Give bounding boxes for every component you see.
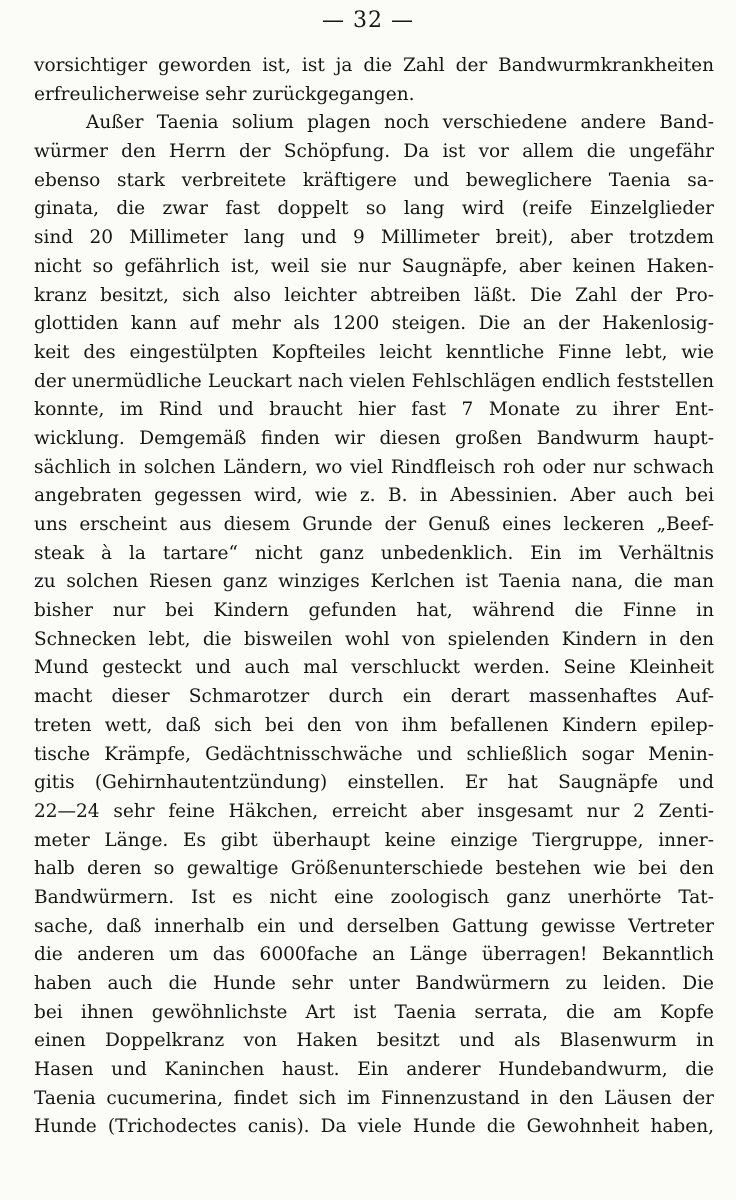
body-text xyxy=(34,52,714,1142)
text-line: bisher nur bei Kindern gefunden hat, während die Finne in xyxy=(34,600,714,622)
text-line: Bandwürmern. Ist es nicht eine zoologisch ganz unerhörte Tat- xyxy=(34,886,714,908)
text-line: der unermüdliche Leuckart nach vielen Fehlschlägen endlich feststellen xyxy=(34,370,714,392)
text-line: vorsichtiger geworden ist, ist ja die Zahl der Bandwurmkrankheiten xyxy=(34,55,714,76)
text-line: Mund gesteckt und auch mal verschluckt werden. Seine Kleinheit xyxy=(34,657,714,679)
text-line: sind 20 Millimeter lang und 9 Millimeter breit), aber trotzdem xyxy=(34,227,714,249)
page-number: — 32 — xyxy=(322,8,414,33)
text-line: ebenso stark verbreitete kräftigere und beweglichere Taenia sa- xyxy=(34,169,714,191)
text-line: Hunde (Trichodectes canis). Da viele Hunde die Gewohnheit haben, xyxy=(34,1116,714,1138)
text-line: ginata, die zwar fast doppelt so lang wird (reife Einzelglieder xyxy=(34,198,714,220)
text-line: gitis (Gehirnhautentzündung) einstellen. Er hat Saugnäpfe und xyxy=(34,772,714,794)
text-line: uns erscheint aus diesem Grunde der Genuß eines leckeren „Beef- xyxy=(34,514,714,535)
text-line: bei ihnen gewöhnlichste Art ist Taenia serrata, die am Kopfe xyxy=(34,1001,714,1023)
text-line: 22—24 sehr feine Häkchen, erreicht aber insgesamt nur 2 Zenti- xyxy=(34,800,714,822)
text-line: würmer den Herrn der Schöpfung. Da ist vor allem die ungefähr xyxy=(34,141,714,163)
text-line: Außer Taenia solium plagen noch verschiedene andere Band- xyxy=(86,112,714,134)
text-line: Hasen und Kaninchen haust. Ein anderer Hundebandwurm, die xyxy=(34,1059,714,1081)
text-line: Schnecken lebt, die bisweilen wohl von spielenden Kindern in den xyxy=(34,628,714,650)
text-line: treten wett, daß sich bei den von ihm befallenen Kindern epilep- xyxy=(34,714,714,736)
text-line: einen Doppelkranz von Haken besitzt und als Blasenwurm in xyxy=(34,1030,714,1052)
text-line: haben auch die Hunde sehr unter Bandwürmern zu leiden. Die xyxy=(34,973,714,994)
text-line: konnte, im Rind und braucht hier fast 7 Monate zu ihrer Ent- xyxy=(34,399,714,421)
text-line: sächlich in solchen Ländern, wo viel Rindfleisch roh oder nur schwach xyxy=(34,456,714,478)
text-line: steak à la tartare“ nicht ganz unbedenklich. Ein im Verhältnis xyxy=(34,542,714,564)
text-line: zu solchen Riesen ganz winziges Kerlchen ist Taenia nana, die man xyxy=(34,571,714,593)
text-line: tische Krämpfe, Gedächtnisschwäche und schließlich sogar Menin- xyxy=(34,743,714,765)
text-line: die anderen um das 6000fache an Länge überragen! Bekanntlich xyxy=(34,944,714,966)
text-line: sache, daß innerhalb ein und derselben Gattung gewisse Vertreter xyxy=(34,915,714,937)
text-line: glottiden kann auf mehr als 1200 steigen. Die an der Hakenlosig- xyxy=(34,313,714,335)
text-line: Taenia cucumerina, findet sich im Finnenzustand in den Läusen der xyxy=(34,1087,714,1109)
text-line: nicht so gefährlich ist, weil sie nur Saugnäpfe, aber keinen Haken- xyxy=(34,255,714,277)
text-line: wicklung. Demgemäß finden wir diesen großen Bandwurm haupt- xyxy=(34,427,714,449)
text-line: erfreulicherweise sehr zurückgegangen. xyxy=(34,83,415,105)
text-line: halb deren so gewaltige Größenunterschiede bestehen wie bei den xyxy=(34,858,714,880)
text-line: macht dieser Schmarotzer durch ein derart massenhaftes Auf- xyxy=(34,686,714,708)
text-line: kranz besitzt, sich also leichter abtreiben läßt. Die Zahl der Pro- xyxy=(34,284,714,306)
text-line: keit des eingestülpten Kopfteiles leicht kenntliche Finne lebt, wie xyxy=(34,341,714,363)
text-line: angebraten gegessen wird, wie z. B. in Abessinien. Aber auch bei xyxy=(34,485,714,507)
text-line: meter Länge. Es gibt überhaupt keine einzige Tiergruppe, inner- xyxy=(34,829,714,851)
